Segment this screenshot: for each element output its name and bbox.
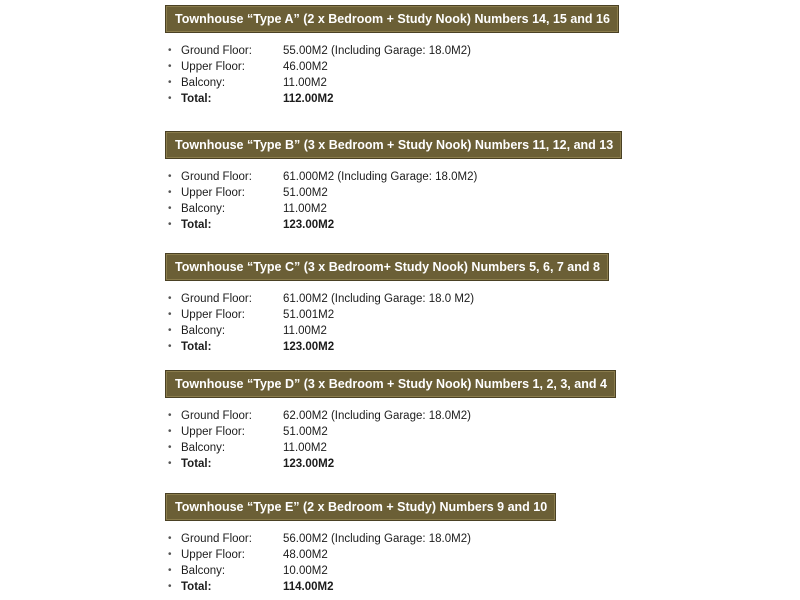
section-title-banner: Townhouse “Type C” (3 x Bedroom+ Study Nook) Numbers 5, 6, 7 and 8	[165, 253, 609, 281]
list-item-total	[165, 456, 645, 472]
row-label: Balcony:	[181, 442, 226, 454]
bullet-icon: •	[168, 549, 172, 560]
row-label: Ground Floor:	[181, 410, 252, 422]
row-label: Total:	[181, 458, 212, 470]
bullet-icon: •	[168, 309, 172, 320]
list-item-ground-floor	[165, 43, 645, 59]
bullet-icon: •	[168, 442, 172, 453]
bullet-icon: •	[168, 341, 172, 352]
row-value: 11.00M2	[283, 325, 327, 337]
section-title-banner: Townhouse “Type E” (2 x Bedroom + Study) Numbers 9 and 10	[165, 493, 556, 521]
row-label: Total:	[181, 219, 212, 231]
row-label: Upper Floor:	[181, 187, 245, 199]
row-value: 123.00M2	[283, 341, 335, 353]
bullet-icon: •	[168, 458, 172, 469]
row-value: 46.00M2	[283, 61, 328, 73]
row-label: Balcony:	[181, 565, 226, 577]
bullet-icon: •	[168, 77, 172, 88]
row-label: Ground Floor:	[181, 45, 252, 57]
section-type-a	[165, 5, 645, 107]
row-value: 114.00M2	[283, 581, 334, 593]
section-title-banner: Townhouse “Type A” (2 x Bedroom + Study Nook) Numbers 14, 15 and 16	[165, 5, 619, 33]
section-type-d	[165, 370, 645, 472]
bullet-icon: •	[168, 293, 172, 304]
list-item-balcony	[165, 75, 645, 91]
row-value: 10.00M2	[283, 565, 328, 577]
list-item-total	[165, 579, 645, 595]
list-item-total	[165, 91, 645, 107]
row-label: Total:	[181, 581, 212, 593]
list-item-ground-floor	[165, 408, 645, 424]
area-list	[165, 531, 645, 595]
bullet-icon: •	[168, 533, 172, 544]
row-value: 11.00M2	[283, 442, 327, 454]
row-label: Balcony:	[181, 203, 226, 215]
bullet-icon: •	[168, 565, 172, 576]
list-item-upper-floor	[165, 59, 645, 75]
bullet-icon: •	[168, 410, 172, 421]
row-value: 51.00M2	[283, 426, 328, 438]
bullet-icon: •	[168, 61, 172, 72]
row-label: Ground Floor:	[181, 533, 252, 545]
area-list	[165, 291, 645, 355]
section-type-b	[165, 131, 645, 233]
row-value: 112.00M2	[283, 93, 334, 105]
list-item-balcony	[165, 323, 645, 339]
row-label: Upper Floor:	[181, 309, 245, 321]
bullet-icon: •	[168, 219, 172, 230]
row-label: Balcony:	[181, 325, 226, 337]
row-label: Total:	[181, 93, 212, 105]
list-item-ground-floor	[165, 531, 645, 547]
row-value: 11.00M2	[283, 77, 327, 89]
list-item-upper-floor	[165, 185, 645, 201]
list-item-total	[165, 217, 645, 233]
bullet-icon: •	[168, 171, 172, 182]
list-item-ground-floor	[165, 169, 645, 185]
area-list	[165, 169, 645, 233]
row-value: 51.001M2	[283, 309, 335, 321]
area-list	[165, 43, 645, 107]
bullet-icon: •	[168, 426, 172, 437]
row-value: 51.00M2	[283, 187, 328, 199]
list-item-upper-floor	[165, 424, 645, 440]
list-item-balcony	[165, 201, 645, 217]
row-value: 56.00M2 (Including Garage: 18.0M2)	[283, 533, 471, 545]
list-item-upper-floor	[165, 547, 645, 563]
bullet-icon: •	[168, 581, 172, 592]
row-value: 55.00M2 (Including Garage: 18.0M2)	[283, 45, 471, 57]
row-value: 48.00M2	[283, 549, 328, 561]
list-item-total	[165, 339, 645, 355]
row-value: 123.00M2	[283, 219, 335, 231]
bullet-icon: •	[168, 45, 172, 56]
section-type-e	[165, 493, 645, 595]
row-label: Total:	[181, 341, 212, 353]
row-label: Ground Floor:	[181, 293, 252, 305]
row-label: Upper Floor:	[181, 61, 245, 73]
list-item-balcony	[165, 563, 645, 579]
bullet-icon: •	[168, 93, 172, 104]
list-item-balcony	[165, 440, 645, 456]
row-value: 62.00M2 (Including Garage: 18.0M2)	[283, 410, 471, 422]
section-type-c	[165, 253, 645, 355]
list-item-upper-floor	[165, 307, 645, 323]
row-label: Upper Floor:	[181, 549, 245, 561]
row-label: Ground Floor:	[181, 171, 252, 183]
row-label: Upper Floor:	[181, 426, 245, 438]
section-title-banner: Townhouse “Type B” (3 x Bedroom + Study Nook) Numbers 11, 12, and 13	[165, 131, 622, 159]
row-value: 11.00M2	[283, 203, 327, 215]
area-list	[165, 408, 645, 472]
bullet-icon: •	[168, 203, 172, 214]
list-item-ground-floor	[165, 291, 645, 307]
row-label: Balcony:	[181, 77, 226, 89]
section-title-banner: Townhouse “Type D” (3 x Bedroom + Study Nook) Numbers 1, 2, 3, and 4	[165, 370, 616, 398]
row-value: 123.00M2	[283, 458, 335, 470]
bullet-icon: •	[168, 187, 172, 198]
row-value: 61.00M2 (Including Garage: 18.0 M2)	[283, 293, 475, 305]
row-value: 61.000M2 (Including Garage: 18.0M2)	[283, 171, 478, 183]
bullet-icon: •	[168, 325, 172, 336]
